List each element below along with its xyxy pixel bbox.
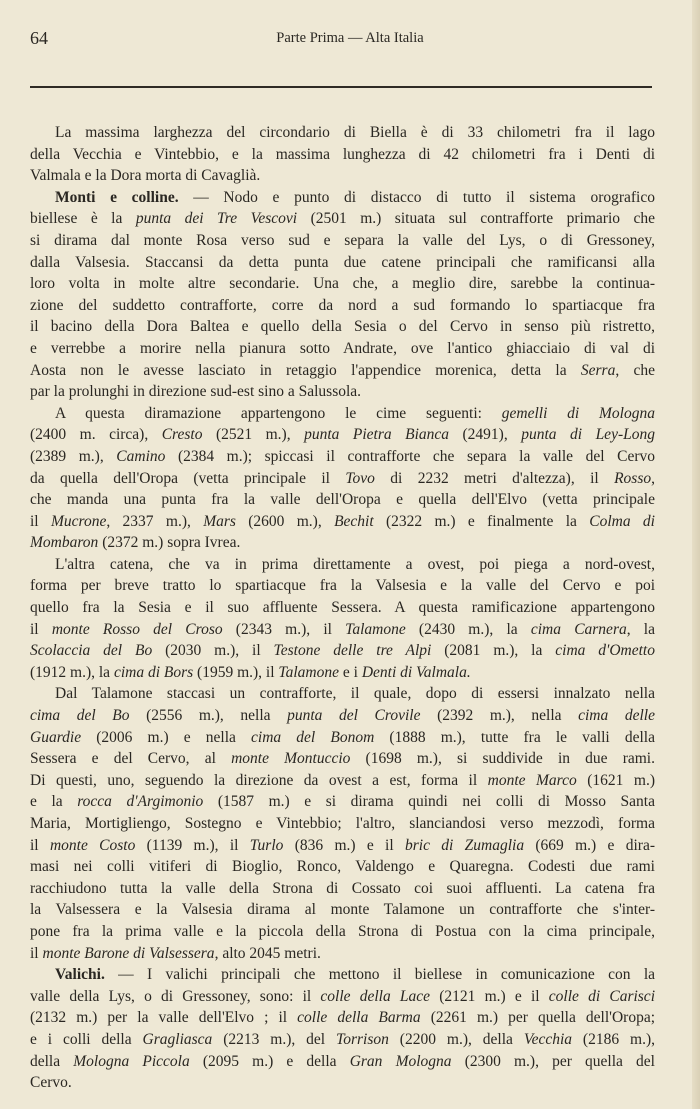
- text-line: [30, 921, 655, 943]
- place-name: Serra: [580, 361, 616, 379]
- text-segment: Dal Talamone staccasi un contrafforte, il quale, dopo di essersi innalzato nella: [55, 685, 655, 703]
- place-name: Mombaron: [30, 534, 99, 552]
- text-segment: il: [30, 836, 50, 854]
- text-line: [30, 986, 655, 1008]
- text-line: [30, 489, 655, 511]
- text-line: [30, 640, 655, 662]
- text-line: [30, 748, 655, 770]
- place-name: Denti di Valmala.: [361, 663, 471, 681]
- text-segment: (1959 m.), il: [193, 663, 279, 681]
- place-name: gemelli di Mologna: [501, 404, 655, 422]
- text-line: [30, 1072, 655, 1094]
- paragraph: [30, 122, 655, 187]
- text-segment: (2600 m.),: [235, 512, 335, 530]
- place-name: Guardie: [30, 728, 82, 746]
- place-name: cima di Bors: [113, 663, 194, 681]
- place-name: Mologna Piccola: [73, 1052, 190, 1070]
- text-segment: (2132 m.) per la valle dell'Elvo ; il: [30, 1009, 298, 1027]
- text-segment: Valmala e la Dora morta di Cavaglià.: [30, 167, 261, 185]
- text-segment: , 2337 m.),: [106, 512, 204, 530]
- text-segment: , alto 2045 metri.: [214, 944, 321, 962]
- text-segment: il: [30, 620, 52, 638]
- text-line: [30, 446, 655, 468]
- place-name: cima delle: [578, 707, 655, 725]
- text-segment: (2261 m.) per quella dell'Oropa;: [420, 1009, 655, 1027]
- paragraph: [30, 403, 655, 554]
- text-segment: (1912 m.), la: [30, 663, 114, 681]
- place-name: cima Carnera: [530, 620, 627, 638]
- text-segment: racchiudono tutta la valle della Strona di Cossato coi suoi affluenti. La catena fra: [30, 879, 655, 897]
- text-segment: ,: [651, 469, 655, 487]
- section-heading: Monti e colline.: [55, 188, 179, 206]
- text-segment: della Vecchia e Vintebbio, e la massima lunghezza di 42 chilometri fra i Denti di: [30, 145, 655, 163]
- text-line: [30, 122, 655, 144]
- text-segment: (2389 m.),: [30, 447, 117, 465]
- text-line: [30, 619, 655, 641]
- text-line: [30, 964, 655, 986]
- text-segment: e i: [339, 663, 362, 681]
- place-name: rocca d'Argimonio: [77, 793, 204, 811]
- text-line: [30, 273, 655, 295]
- text-segment: dalla Valsesia. Staccansi da detta punta due catene principali che ramificansi alla: [30, 253, 655, 271]
- text-line: [30, 532, 655, 554]
- place-name: colle della Barma: [297, 1009, 421, 1027]
- text-line: [30, 770, 655, 792]
- text-segment: della: [30, 1052, 74, 1070]
- text-segment: Maria, Mortigliengo, Sostegno e Vintebbio; l'altro, slanciandosi verso mezzodì, forma: [30, 815, 655, 832]
- place-name: Gran Mologna: [349, 1052, 452, 1070]
- place-name: colle della Lace: [320, 987, 431, 1005]
- text-segment: (2372 m.) sopra Ivrea.: [98, 534, 241, 552]
- text-segment: il bacino della Dora Baltea e quello della Sesia o del Cervo in senso più ristretto,: [30, 318, 655, 336]
- text-line: [30, 511, 655, 533]
- text-segment: La massima larghezza del circondario di Biella è di 33 chilometri fra il lago: [55, 124, 655, 141]
- page-edge-shadow: [692, 0, 700, 1109]
- text-line: [30, 727, 655, 749]
- text-line: [30, 338, 655, 360]
- text-line: [30, 597, 655, 619]
- text-segment: masi nei colli vitiferi di Bioglio, Ronco, Valdengo e Quaregna. Codesti due rami: [30, 858, 655, 876]
- text-segment: (2556 m.), nella: [129, 707, 288, 725]
- text-line: [30, 575, 655, 597]
- text-line: [30, 878, 655, 900]
- place-name: Talamone: [345, 620, 406, 638]
- text-segment: (2300 m.), per quella del: [451, 1052, 655, 1070]
- body-text: [30, 122, 655, 1094]
- text-segment: , che: [615, 361, 655, 379]
- text-segment: e la: [30, 793, 78, 811]
- place-name: Turlo: [249, 836, 284, 854]
- place-name: Rosso: [614, 469, 652, 487]
- text-line: [30, 316, 655, 338]
- text-segment: , la: [626, 620, 655, 638]
- text-segment: da quella dell'Oropa (vetta principale il: [30, 469, 346, 487]
- place-name: Testone delle tre Alpi: [273, 642, 432, 660]
- place-name: Colma di: [589, 512, 655, 530]
- text-segment: (2501 m.) situata sul contrafforte primario che: [297, 210, 656, 228]
- text-segment: (2491),: [449, 426, 522, 444]
- place-name: punta del Crovile: [287, 707, 421, 725]
- place-name: cima d'Ometto: [555, 642, 655, 660]
- text-line: [30, 943, 655, 965]
- text-line: [30, 252, 655, 274]
- text-segment: (2095 m.) e della: [189, 1052, 350, 1070]
- place-name: Bechit: [334, 512, 374, 530]
- place-name: punta di Ley-Long: [521, 426, 655, 444]
- text-segment: (2384 m.); spiccasi il contrafforte che separa la valle del Cervo: [165, 447, 655, 465]
- text-segment: pone fra la prima valle e la piccola della Strona di Postua con la cima principale,: [30, 922, 655, 940]
- place-name: cima del Bo: [30, 707, 130, 725]
- place-name: monte Costo: [49, 836, 136, 854]
- text-segment: (2186 m.),: [572, 1030, 655, 1048]
- text-line: [30, 144, 655, 166]
- text-segment: Cervo.: [30, 1074, 72, 1092]
- text-segment: valle della Lys, o di Gressoney, sono: il: [30, 987, 321, 1005]
- text-line: [30, 295, 655, 317]
- text-segment: (2392 m.), nella: [420, 707, 579, 725]
- text-line: [30, 791, 655, 813]
- place-name: punta dei Tre Vescovi: [135, 210, 298, 228]
- place-name: punta Pietra Bianca: [304, 426, 450, 444]
- text-line: [30, 899, 655, 921]
- place-name: Mars: [203, 512, 236, 530]
- text-segment: (2121 m.) e il: [430, 987, 549, 1005]
- text-segment: quello fra la Sesia e il suo affluente Sessera. A questa ramificazione appartengono: [30, 599, 655, 617]
- place-name: Tovo: [345, 469, 375, 487]
- text-segment: loro volta in molte altre secondarie. Una che, a meglio dire, sarebbe la continua-: [30, 275, 655, 293]
- text-segment: (1698 m.), si suddivide in due rami.: [350, 750, 655, 768]
- paragraph: [30, 554, 655, 684]
- text-segment: (2006 m.) e nella: [81, 728, 252, 746]
- place-name: colle di Carisci: [548, 987, 655, 1005]
- text-segment: (669 m.) e dira-: [524, 836, 655, 854]
- text-segment: biellese è la: [30, 210, 136, 228]
- text-line: [30, 856, 655, 878]
- text-line: [30, 683, 655, 705]
- place-name: monte Barone di Valsessera: [42, 944, 215, 962]
- text-segment: di 2232 metri d'altezza), il: [374, 469, 615, 487]
- text-segment: il: [30, 944, 43, 962]
- text-line: [30, 381, 655, 403]
- text-segment: (1587 m.) e si dirama quindi nei colli di Mosso Santa: [203, 793, 655, 811]
- text-segment: (2213 m.), del: [212, 1030, 337, 1048]
- text-segment: (2521 m.),: [202, 426, 305, 444]
- place-name: monte Marco: [487, 771, 577, 789]
- place-name: Scolaccia del Bo: [30, 642, 153, 660]
- text-line: [30, 705, 655, 727]
- text-segment: (2030 m.), il: [152, 642, 274, 660]
- text-segment: Di questi, uno, seguendo la direzione da ovest a est, forma il: [30, 771, 488, 789]
- text-segment: (836 m.) e il: [283, 836, 405, 854]
- text-line: [30, 1007, 655, 1029]
- text-line: [30, 424, 655, 446]
- place-name: Vecchia: [523, 1030, 573, 1048]
- paragraph: [30, 964, 655, 1094]
- text-segment: (1139 m.), il: [135, 836, 250, 854]
- text-segment: L'altra catena, che va in prima direttamente a ovest, poi piega a nord-ovest,: [55, 555, 655, 573]
- text-segment: Aosta non le avesse lasciato in retaggio l'appendice morenica, detta la: [30, 361, 581, 379]
- text-segment: (2400 m. circa),: [30, 426, 162, 444]
- text-line: [30, 208, 655, 230]
- paragraph: [30, 187, 655, 403]
- text-line: [30, 403, 655, 425]
- place-name: Cresto: [161, 426, 203, 444]
- text-line: [30, 187, 655, 209]
- place-name: cima del Bonom: [251, 728, 375, 746]
- place-name: Mucrone: [50, 512, 107, 530]
- text-line: [30, 165, 655, 187]
- text-line: [30, 813, 655, 835]
- text-segment: (2322 m.) e finalmente la: [373, 512, 590, 530]
- running-header: Parte Prima — Alta Italia: [276, 30, 424, 46]
- text-segment: e i colli della: [30, 1030, 143, 1048]
- place-name: monte Montuccio: [231, 750, 351, 768]
- text-segment: il: [30, 512, 51, 530]
- section-heading: Valichi.: [55, 966, 105, 984]
- text-segment: si dirama dal monte Rosa verso sud e separa la valle del Lys, o di Gressoney,: [30, 231, 655, 249]
- text-segment: (1888 m.), tutte fra le valli della: [374, 728, 655, 746]
- text-segment: forma per breve tratto lo spartiacque fra la Valsesia e la valle del Cervo e poi: [30, 577, 655, 595]
- place-name: Torrison: [336, 1030, 389, 1048]
- text-line: [30, 1029, 655, 1051]
- text-segment: e verrebbe a morire nella pianura sotto Andrate, ove l'antico ghiacciaio di val di: [30, 339, 655, 357]
- header-rule: [30, 86, 652, 88]
- text-segment: (2343 m.), il: [222, 620, 346, 638]
- text-segment: (2200 m.), della: [388, 1030, 524, 1048]
- text-segment: che manda una punta fra la valle dell'Oropa e quella dell'Elvo (vetta principale: [30, 491, 655, 509]
- paragraph: [30, 683, 655, 964]
- place-name: Camino: [116, 447, 166, 465]
- text-line: [30, 230, 655, 252]
- text-line: [30, 554, 655, 576]
- place-name: bric di Zumaglia: [404, 836, 525, 854]
- place-name: monte Rosso del Croso: [51, 620, 223, 638]
- text-line: [30, 1051, 655, 1073]
- text-segment: — I valichi principali che mettono il biellese in comunicazione con la: [104, 966, 655, 984]
- text-segment: zione del suddetto contrafforte, corre da nord a sud formando lo spartiacque fra: [30, 296, 655, 314]
- text-segment: par la prolunghi in direzione sud-est sino a Salussola.: [30, 383, 362, 401]
- text-line: [30, 360, 655, 382]
- text-segment: (1621 m.): [576, 771, 656, 789]
- text-segment: — Nodo e punto di distacco di tutto il sistema orografico: [178, 188, 655, 206]
- text-segment: la Valsessera e la Valsesia dirama al monte Talamone un contrafforte che s'inter-: [30, 901, 655, 919]
- text-line: [30, 662, 655, 684]
- text-line: [30, 468, 655, 490]
- text-segment: (2081 m.), la: [431, 642, 556, 660]
- text-line: [30, 835, 655, 857]
- place-name: Talamone: [278, 663, 339, 681]
- page-number: 64: [30, 28, 48, 48]
- place-name: Gragliasca: [142, 1030, 213, 1048]
- text-segment: Sessera e del Cervo, al: [30, 750, 232, 768]
- text-segment: (2430 m.), la: [405, 620, 531, 638]
- text-segment: A questa diramazione appartengono le cime seguenti:: [55, 404, 502, 422]
